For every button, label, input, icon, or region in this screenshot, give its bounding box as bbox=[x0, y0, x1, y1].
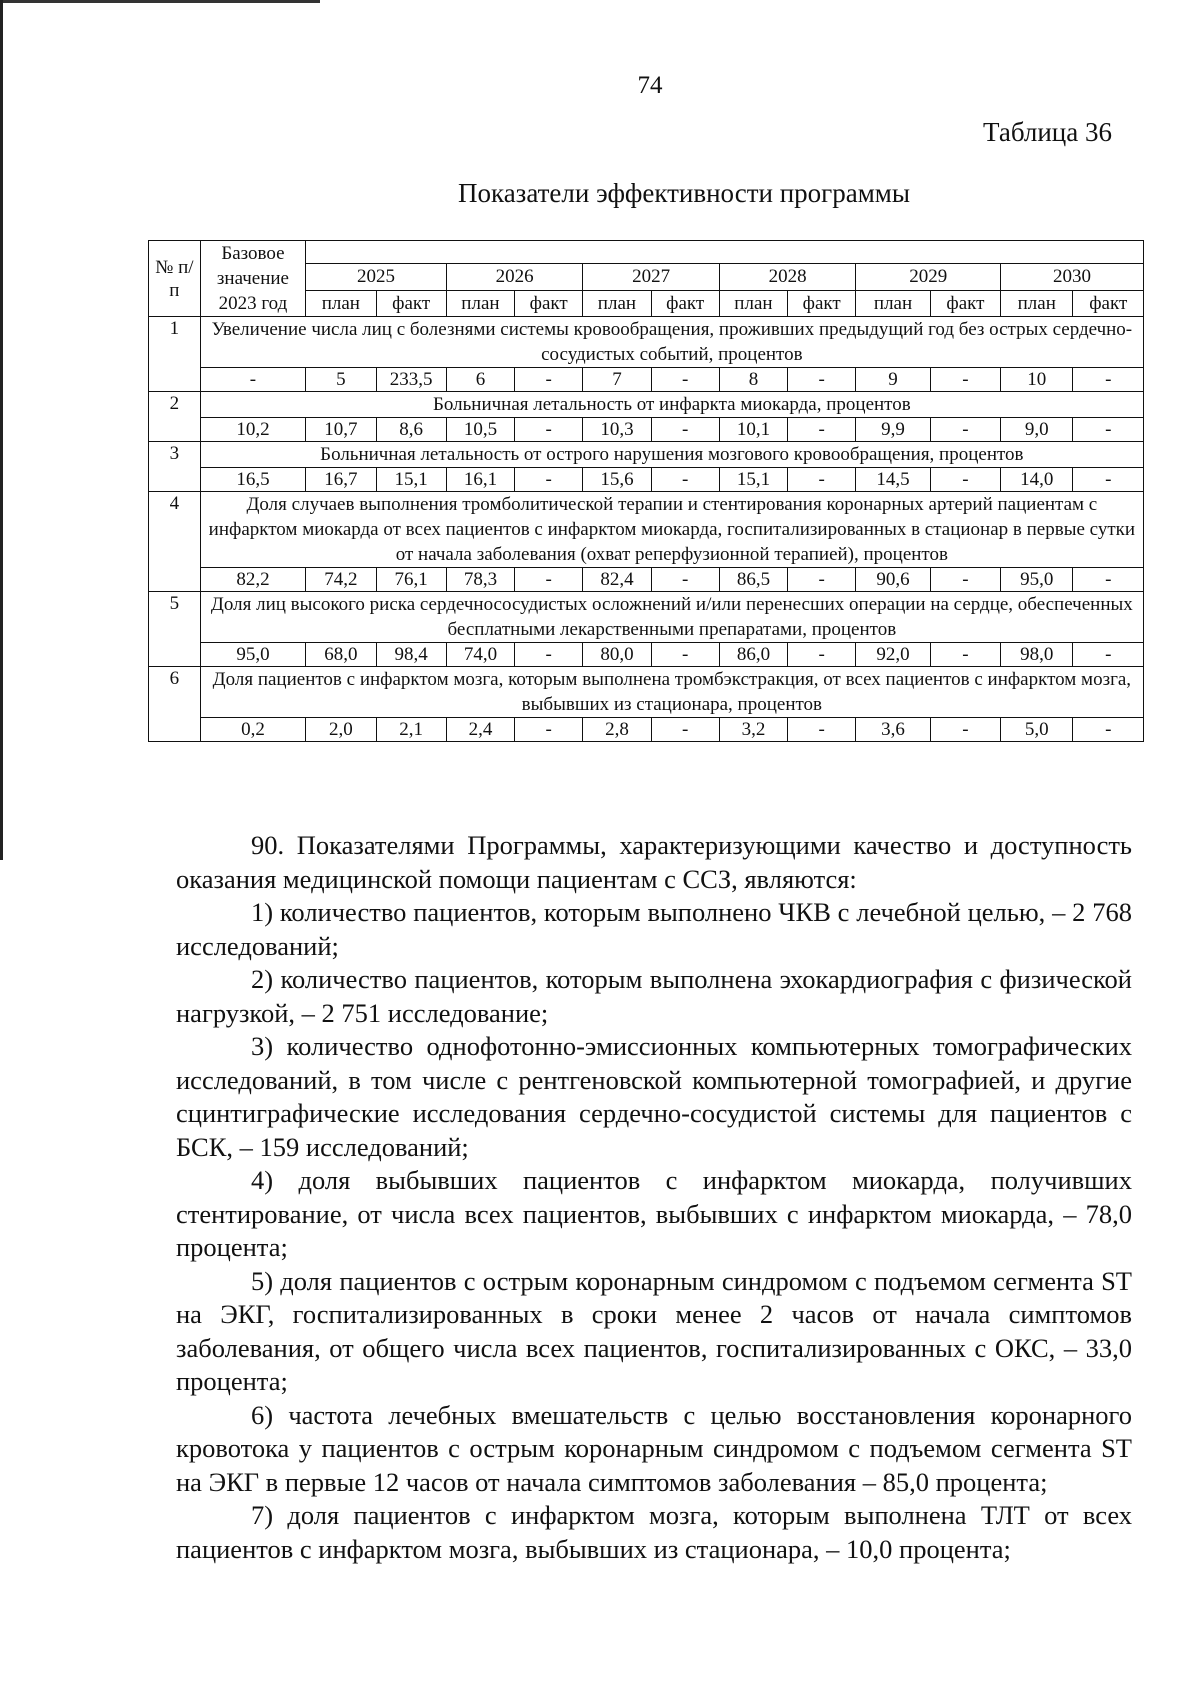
indicator-row bbox=[149, 442, 1144, 468]
indicator-values-row bbox=[149, 468, 1144, 492]
value-cell: 3,2 bbox=[719, 718, 787, 742]
value-cell: 74,0 bbox=[446, 643, 514, 667]
value-cell: 68,0 bbox=[306, 643, 376, 667]
value-cell: 9,0 bbox=[1001, 418, 1073, 442]
value-cell: - bbox=[1073, 718, 1144, 742]
indicator-name: Увеличение числа лиц с болезнями системы кровообращения, проживших предыдущий год без острых сердечно-сосудистых событий, процентов bbox=[200, 317, 1143, 368]
table-title: Показатели эффективности программы bbox=[457, 178, 911, 208]
header-fact: факт bbox=[376, 290, 446, 317]
value-cell: - bbox=[930, 568, 1000, 592]
indicator-body bbox=[149, 317, 1144, 742]
value-cell: 15,1 bbox=[719, 468, 787, 492]
value-cell: 80,0 bbox=[583, 643, 651, 667]
value-cell: - bbox=[788, 468, 856, 492]
value-cell: - bbox=[515, 468, 583, 492]
value-cell: 90,6 bbox=[856, 568, 930, 592]
value-cell: 5 bbox=[306, 368, 376, 392]
value-cell: - bbox=[1073, 568, 1144, 592]
body-paragraph: 90. Показателями Программы, характеризующими качество и доступность оказания медицинской помощи пациентам с ССЗ, являются: bbox=[176, 830, 1132, 894]
value-cell: - bbox=[515, 718, 583, 742]
value-cell: 6 bbox=[446, 368, 514, 392]
page-number: 74 bbox=[637, 72, 663, 99]
indicator-num: 6 bbox=[149, 667, 201, 742]
value-cell: 9,9 bbox=[856, 418, 930, 442]
indicator-name: Доля случаев выполнения тромболитической терапии и стентирования коронарных артерий пациентам с инфарктом миокарда от всех пациентов с инфарктом миокарда, госпитализированных в стационар в первые сутки от начала заболевания (охват реперфузионной терапией), процентов bbox=[200, 492, 1143, 568]
value-cell: - bbox=[930, 718, 1000, 742]
value-cell: - bbox=[930, 643, 1000, 667]
indicator-row bbox=[149, 392, 1144, 418]
value-cell: 98,4 bbox=[376, 643, 446, 667]
value-cell: - bbox=[1073, 418, 1144, 442]
value-cell: - bbox=[651, 568, 719, 592]
header-plan: план bbox=[306, 290, 376, 317]
indicator-values-row bbox=[149, 718, 1144, 742]
value-cell: - bbox=[930, 368, 1000, 392]
indicator-name: Больничная летальность от инфаркта миокарда, процентов bbox=[200, 392, 1143, 418]
header-plan: план bbox=[1001, 290, 1073, 317]
value-cell: 86,0 bbox=[719, 643, 787, 667]
header-num: № п/п bbox=[149, 241, 201, 317]
value-cell: 8,6 bbox=[376, 418, 446, 442]
value-cell: 10,3 bbox=[583, 418, 651, 442]
value-cell: 14,0 bbox=[1001, 468, 1073, 492]
value-cell: 2,4 bbox=[446, 718, 514, 742]
value-cell: 16,5 bbox=[200, 468, 305, 492]
body-paragraph: 6) частота лечебных вмешательств с целью восстановления коронарного кровотока у пациентов с острым коронарным синдромом с подъемом сегмента ST на ЭКГ в первые 12 часов от начала симптомов заболевания – 85,0 процента; bbox=[176, 1399, 1132, 1497]
value-cell: - bbox=[515, 418, 583, 442]
value-cell: 2,1 bbox=[376, 718, 446, 742]
value-cell: 10,2 bbox=[200, 418, 305, 442]
value-cell: - bbox=[788, 418, 856, 442]
indicator-row bbox=[149, 667, 1144, 718]
header-plan: план bbox=[856, 290, 930, 317]
value-cell: - bbox=[651, 368, 719, 392]
body-paragraph: 2) количество пациентов, которым выполнена эхокардиография с физической нагрузкой, – 2 751 исследование; bbox=[176, 964, 1132, 1028]
body-paragraph: 1) количество пациентов, которым выполнено ЧКВ с лечебной целью, – 2 768 исследований; bbox=[176, 897, 1132, 961]
value-cell: 10 bbox=[1001, 368, 1073, 392]
header-year: 2029 bbox=[856, 264, 1001, 291]
value-cell: 5,0 bbox=[1001, 718, 1073, 742]
header-year: 2026 bbox=[446, 264, 583, 291]
value-cell: 10,1 bbox=[719, 418, 787, 442]
value-cell: 0,2 bbox=[200, 718, 305, 742]
value-cell: 92,0 bbox=[856, 643, 930, 667]
body-paragraph: 5) доля пациентов с острым коронарным синдромом с подъемом сегмента ST на ЭКГ, госпитализированных в сроки менее 2 часов от начала симптомов заболевания, от общего числа всех пациентов, госпитализированных с ОКС, – 33,0 процента; bbox=[176, 1265, 1132, 1396]
indicator-row bbox=[149, 592, 1144, 643]
value-cell: 233,5 bbox=[376, 368, 446, 392]
scan-border-top bbox=[0, 0, 320, 3]
indicator-num: 4 bbox=[149, 492, 201, 592]
indicator-num: 2 bbox=[149, 392, 201, 442]
value-cell: - bbox=[651, 468, 719, 492]
value-cell: - bbox=[930, 418, 1000, 442]
value-cell: 14,5 bbox=[856, 468, 930, 492]
value-cell: 82,2 bbox=[200, 568, 305, 592]
value-cell: - bbox=[515, 643, 583, 667]
value-cell: 98,0 bbox=[1001, 643, 1073, 667]
value-cell: - bbox=[1073, 368, 1144, 392]
indicator-name: Больничная летальность от острого нарушения мозгового кровообращения, процентов bbox=[200, 442, 1143, 468]
scan-border-left bbox=[0, 0, 3, 860]
value-cell: - bbox=[651, 643, 719, 667]
value-cell: - bbox=[1073, 468, 1144, 492]
indicator-name: Доля лиц высокого риска сердечнососудистых осложнений и/или перенесших операции на сердце, обеспеченных бесплатными лекарственными препаратами, процентов bbox=[200, 592, 1143, 643]
body-text bbox=[176, 829, 1132, 1566]
header-fact: факт bbox=[515, 290, 583, 317]
value-cell: 15,1 bbox=[376, 468, 446, 492]
value-cell: - bbox=[788, 718, 856, 742]
value-cell: 8 bbox=[719, 368, 787, 392]
value-cell: 82,4 bbox=[583, 568, 651, 592]
value-cell: 16,1 bbox=[446, 468, 514, 492]
indicator-values-row bbox=[149, 368, 1144, 392]
value-cell: - bbox=[788, 643, 856, 667]
value-cell: - bbox=[651, 718, 719, 742]
value-cell: - bbox=[788, 368, 856, 392]
body-paragraph: 3) количество однофотонно-эмиссионных компьютерных томографических исследований, в том числе с рентгеновской компьютерной томографией, и другие сцинтиграфические исследования сердечно-сосудистой системы для пациентов с БСК, – 159 исследований; bbox=[176, 1031, 1132, 1162]
header-year: 2028 bbox=[719, 264, 856, 291]
table-label: Таблица 36 bbox=[983, 117, 1112, 147]
value-cell: - bbox=[930, 468, 1000, 492]
value-cell: - bbox=[515, 568, 583, 592]
header-year: 2027 bbox=[583, 264, 720, 291]
value-cell: 74,2 bbox=[306, 568, 376, 592]
indicator-num: 1 bbox=[149, 317, 201, 392]
indicator-row bbox=[149, 317, 1144, 368]
indicator-num: 5 bbox=[149, 592, 201, 667]
value-cell: 3,6 bbox=[856, 718, 930, 742]
value-cell: 86,5 bbox=[719, 568, 787, 592]
body-paragraph: 7) доля пациентов с инфарктом мозга, которым выполнена ТЛТ от всех пациентов с инфарктом мозга, выбывших из стационара, – 10,0 процента; bbox=[176, 1500, 1132, 1564]
indicator-values-row bbox=[149, 568, 1144, 592]
value-cell: - bbox=[651, 418, 719, 442]
value-cell: 78,3 bbox=[446, 568, 514, 592]
value-cell: 10,7 bbox=[306, 418, 376, 442]
header-row-1 bbox=[149, 241, 1144, 264]
value-cell: 9 bbox=[856, 368, 930, 392]
value-cell: - bbox=[515, 368, 583, 392]
value-cell: 76,1 bbox=[376, 568, 446, 592]
header-fact: факт bbox=[651, 290, 719, 317]
value-cell: 2,8 bbox=[583, 718, 651, 742]
value-cell: 2,0 bbox=[306, 718, 376, 742]
header-fact: факт bbox=[930, 290, 1000, 317]
value-cell: 10,5 bbox=[446, 418, 514, 442]
value-cell: 16,7 bbox=[306, 468, 376, 492]
header-fact: факт bbox=[788, 290, 856, 317]
indicator-name: Доля пациентов с инфарктом мозга, которым выполнена тромбэкстракция, от всех пациентов с инфарктом мозга, выбывших из стационара, процентов bbox=[200, 667, 1143, 718]
indicator-num: 3 bbox=[149, 442, 201, 492]
indicator-row bbox=[149, 492, 1144, 568]
value-cell: - bbox=[200, 368, 305, 392]
header-fact: факт bbox=[1073, 290, 1144, 317]
header-plan: план bbox=[719, 290, 787, 317]
header-base: Базовое значение 2023 год bbox=[200, 241, 305, 317]
header-year: 2030 bbox=[1001, 264, 1144, 291]
indicators-table bbox=[148, 240, 1144, 742]
value-cell: 95,0 bbox=[200, 643, 305, 667]
value-cell: - bbox=[788, 568, 856, 592]
value-cell: 95,0 bbox=[1001, 568, 1073, 592]
indicator-values-row bbox=[149, 418, 1144, 442]
header-year: 2025 bbox=[306, 264, 447, 291]
value-cell: 15,6 bbox=[583, 468, 651, 492]
indicator-values-row bbox=[149, 643, 1144, 667]
header-plan: план bbox=[583, 290, 651, 317]
value-cell: - bbox=[1073, 643, 1144, 667]
header-years-blank bbox=[306, 241, 1144, 264]
header-plan: план bbox=[446, 290, 514, 317]
value-cell: 7 bbox=[583, 368, 651, 392]
body-paragraph: 4) доля выбывших пациентов с инфарктом миокарда, получивших стентирование, от числа всех пациентов, выбывших с инфарктом миокарда, – 78,0 процента; bbox=[176, 1165, 1132, 1262]
